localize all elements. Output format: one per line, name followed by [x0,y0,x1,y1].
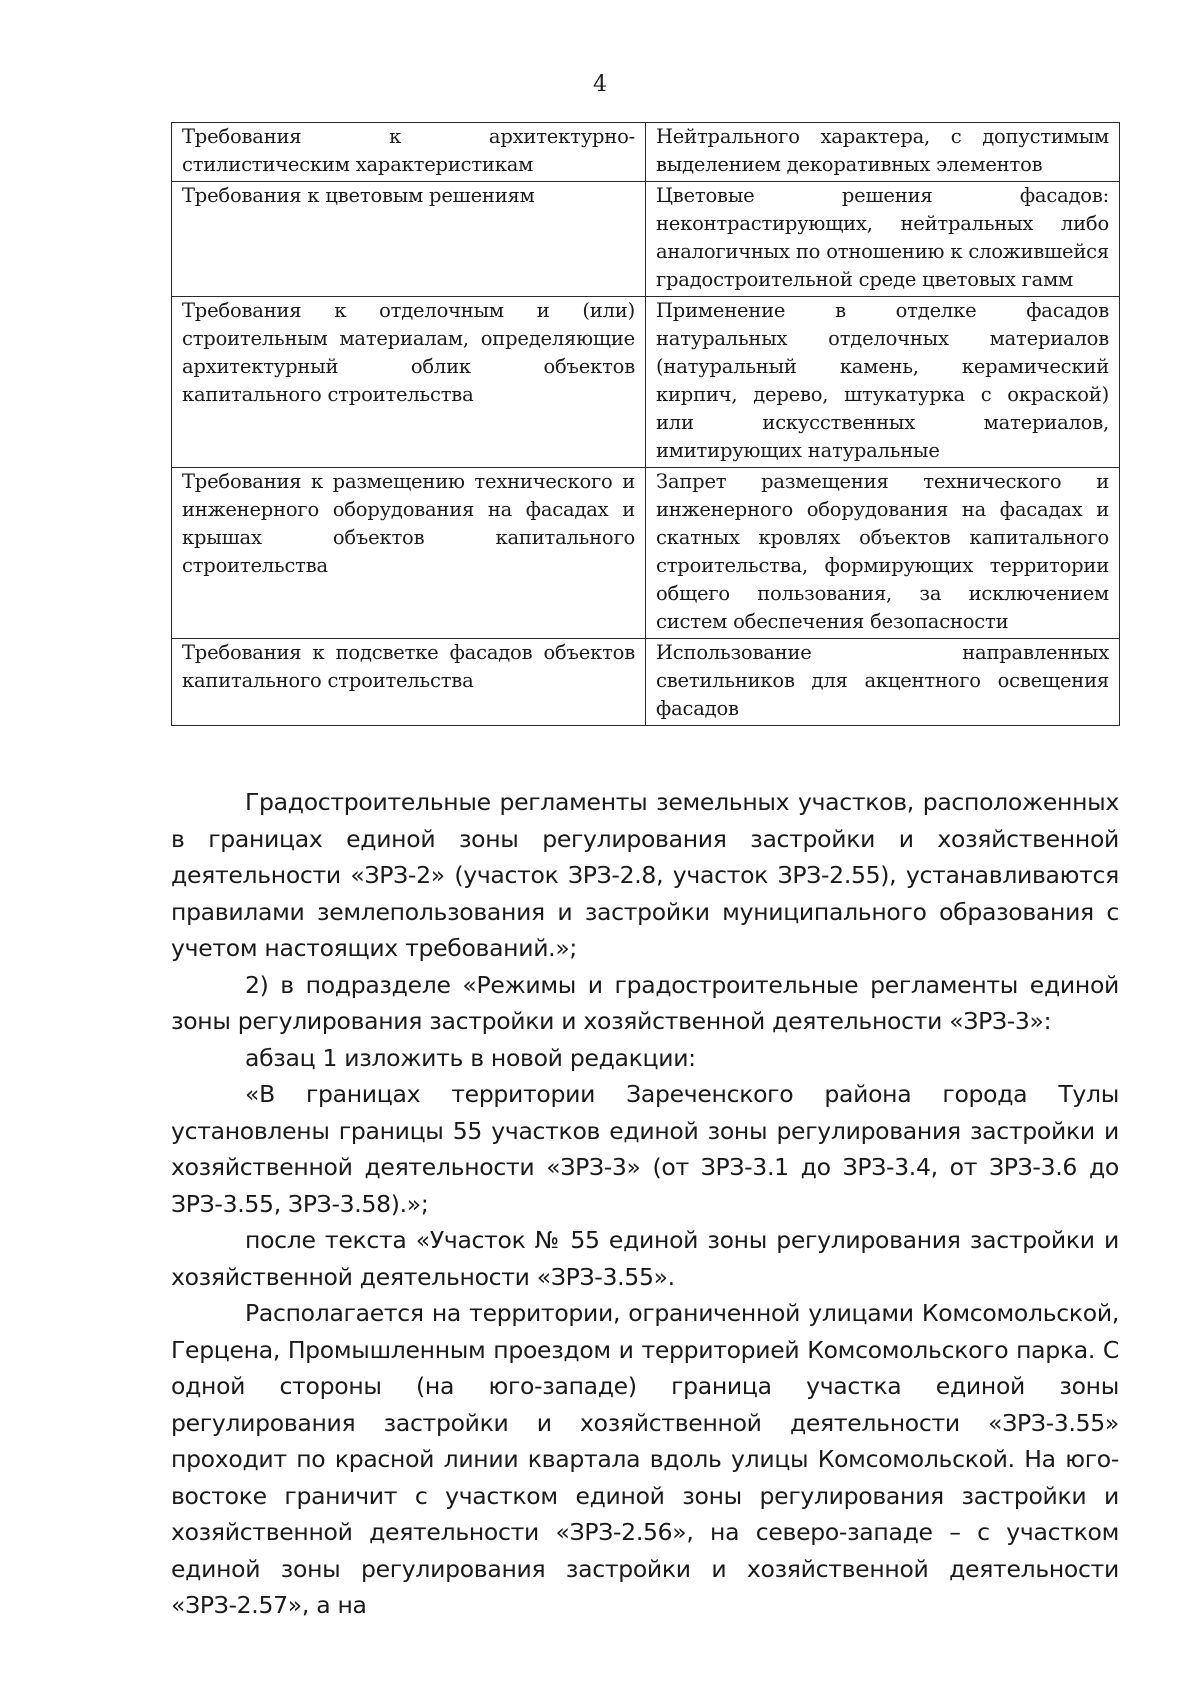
value-cell: Цветовые решения фасадов: неконтрастирующих, нейтральных либо аналогичных по отношению к сложившейся градостроительной среде цветовых гамм [646,182,1120,297]
requirement-cell: Требования к отделочным и (или) строительным материалам, определяющие архитектурный облик объектов капитального строительства [172,297,646,468]
table-row [172,297,1120,468]
table-row [172,182,1120,297]
page-number: 4 [593,72,607,97]
table-row [172,123,1120,182]
value-cell: Запрет размещения технического и инженерного оборудования на фасадах и скатных кровлях объектов капитального строительства, формирующих территории общего пользования, за исключением систем обеспечения безопасности [646,468,1120,639]
requirement-cell: Требования к подсветке фасадов объектов капитального строительства [172,639,646,726]
requirements-table [171,122,1120,726]
paragraph: Градостроительные регламенты земельных участков, расположенных в границах единой зоны регулирования застройки и хозяйственной деятельности «ЗРЗ-2» (участок ЗРЗ-2.8, участок ЗРЗ-2.55), устанавливаются правилами землепользования и застройки муниципального образования с учетом настоящих требований.»; [171,788,1119,962]
table-row [172,639,1120,726]
paragraph: абзац 1 изложить в новой редакции: [245,1043,696,1072]
paragraph: 2) в подразделе «Режимы и градостроительные регламенты единой зоны регулирования застройки и хозяйственной деятельности «ЗРЗ-3»: [171,970,1119,1035]
paragraph: Располагается на территории, ограниченной улицами Комсомольской, Герцена, Промышленным проездом и территорией Комсомольского парка. С одной стороны (на юго-западе) граница участка единой зоны регулирования застройки и хозяйственной деятельности «ЗРЗ-3.55» проходит по красной линии квартала вдоль улицы Комсомольской. На юго-востоке граничит с участком единой зоны регулирования застройки и хозяйственной деятельности «ЗРЗ-2.56», на северо-западе – с участком единой зоны регулирования застройки и хозяйственной деятельности «ЗРЗ-2.57», а на [171,1299,1119,1619]
document-body [171,784,1119,1624]
requirement-cell: Требования к архитектурно-стилистическим характеристикам [172,123,646,182]
paragraph: после текста «Участок № 55 единой зоны регулирования застройки и хозяйственной деятельности «ЗРЗ-3.55». [171,1226,1119,1291]
table-row [172,468,1120,639]
requirement-cell: Требования к цветовым решениям [172,182,646,297]
value-cell: Применение в отделке фасадов натуральных отделочных материалов (натуральный камень, керамический кирпич, дерево, штукатурка с окраской) или искусственных материалов, имитирующих натуральные [646,297,1120,468]
value-cell: Нейтрального характера, с допустимым выделением декоративных элементов [646,123,1120,182]
paragraph: «В границах территории Зареченского района города Тулы установлены границы 55 участков единой зоны регулирования застройки и хозяйственной деятельности «ЗРЗ-3» (от ЗРЗ-3.1 до ЗРЗ-3.4, от ЗРЗ-3.6 до ЗРЗ-3.55, ЗРЗ-3.58).»; [171,1080,1119,1218]
value-cell: Использование направленных светильников для акцентного освещения фасадов [646,639,1120,726]
requirement-cell: Требования к размещению технического и инженерного оборудования на фасадах и крышах объектов капитального строительства [172,468,646,639]
